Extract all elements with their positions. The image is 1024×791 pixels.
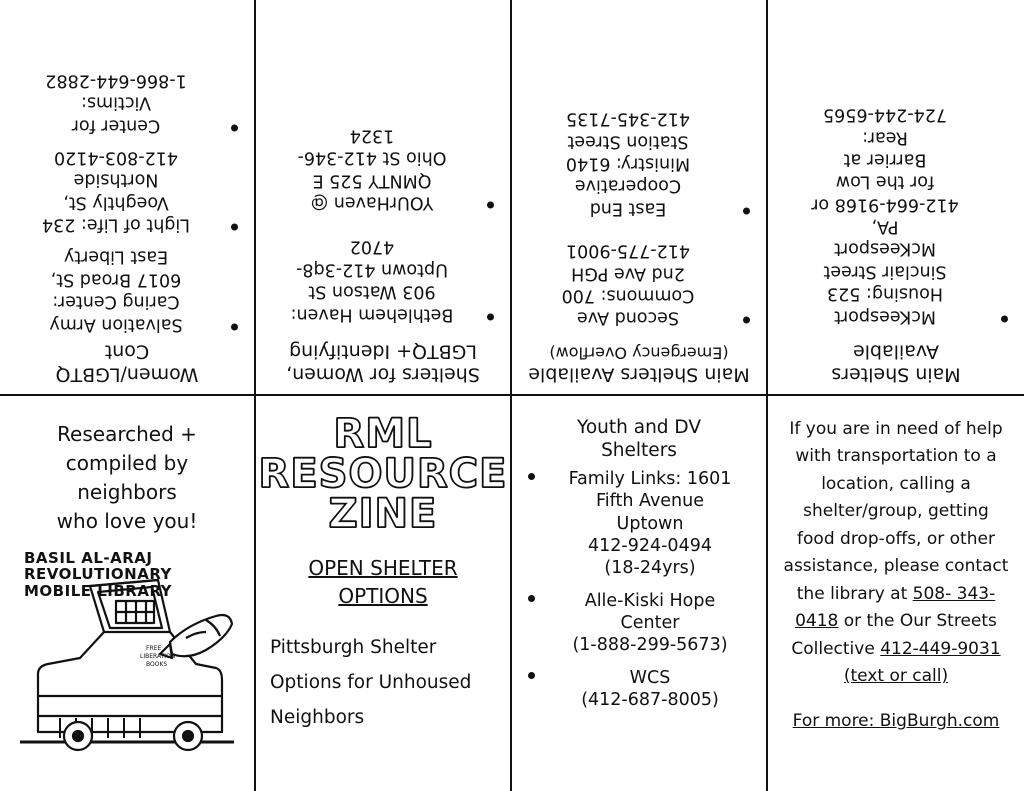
panel-help-contact — [768, 396, 1024, 791]
page-title: RML RESOURCE ZINE — [258, 410, 508, 537]
panel-women-lgbtq-cont — [0, 0, 256, 396]
panel-mckeesport-heading: Main Shelters Available — [831, 340, 961, 386]
bullet-icon — [231, 323, 238, 330]
cover-subtitle-1: OPEN SHELTER — [308, 555, 458, 580]
bullet-icon — [487, 313, 494, 320]
youth-heading: Youth and DV Shelters — [576, 416, 701, 461]
revolutionary-mobile-library-drawing — [20, 546, 234, 776]
cover-subtitle-2: OPTIONS — [338, 583, 428, 608]
bullet-icon — [1001, 315, 1008, 322]
panel-main-shelters-emergency — [512, 0, 768, 396]
panel-shelters-women-heading: Shelters for Women, LGBTQ+ Identifying — [286, 340, 480, 386]
bullet-icon — [231, 124, 238, 131]
list-item: Salvation Army Caring Center: 6017 Broad St, East Liberty — [14, 246, 240, 336]
list-item: Alle-Kiski Hope Center (1-888-299-5673) — [526, 590, 752, 657]
list-item: East End Cooperative Ministry: 6140 Station Street 412-345-7135 — [526, 107, 752, 219]
panel-credits — [0, 396, 256, 791]
panel-main-shelters-mckeesport — [768, 0, 1024, 396]
bigburgh-link[interactable]: For more: BigBurgh.com — [792, 710, 1000, 731]
list-item: YOUrHaven @ QMNTY 525 E Ohio St 412-346- 1324 — [270, 124, 496, 214]
main-shelters-list — [526, 107, 752, 329]
shelters-women-list — [270, 124, 496, 325]
women-shelter-list — [14, 69, 240, 335]
svg-text:FREE: FREE — [146, 644, 162, 652]
panel-shelters-women-lgbtq — [256, 0, 512, 396]
list-item: Bethlehem Haven: 903 Watson St Uptown 412-3q8- 4702 — [270, 236, 496, 326]
list-item: Center for Victims: 1-866-644-2882 — [14, 69, 240, 136]
cover-body: Pittsburgh Shelter Options for Unhoused Neighbors — [270, 636, 472, 728]
bullet-icon — [528, 672, 535, 679]
bullet-icon — [231, 224, 238, 231]
panel-women-heading: Women/LGBTQ Cont — [55, 340, 199, 386]
help-paragraph — [782, 416, 1010, 691]
list-item: Second Ave Commons: 700 2nd Ave PGH 412-775-9001 — [526, 239, 752, 329]
bullet-icon — [743, 207, 750, 214]
panel-youth-dv-shelters — [512, 396, 768, 791]
collective-phone[interactable]: 412-449-9031 (text or call) — [843, 638, 1001, 687]
panel-main-shelters-heading: Main Shelters Available (Emergency Overflow) — [528, 343, 750, 386]
panel-cover — [256, 396, 512, 791]
list-item: Family Links: 1601 Fifth Avenue Uptown 412-924-0494 (18-24yrs) — [526, 468, 752, 580]
art-caption: BASIL AL-ARAJ REVOLUTIONARY MOBILE LIBRARY — [24, 548, 173, 601]
list-item: McKeesport Housing: 523 Sinclair Street McKeesport PA, 412-664-9168 or for the Low Barrier at Rear: 724-244-6565 — [782, 103, 1010, 327]
help-text-middle: or the Our Streets Collective — [791, 611, 997, 659]
youth-shelter-list — [526, 468, 752, 712]
list-item: WCS (412-687-8005) — [526, 667, 752, 712]
more-info-link-wrap — [782, 708, 1010, 736]
bullet-icon — [528, 595, 535, 602]
svg-text:LIBERATION: LIBERATION — [140, 652, 176, 660]
mckeesport-shelter-list — [782, 103, 1010, 327]
help-text-before: If you are in need of help with transportation to a location, calling a shelter/group, getting food drop-offs, or other assistance, please contact the library at — [783, 418, 1009, 604]
list-item: Light of Life: 234 Voeghtly St, Northside 412-803-4120 — [14, 146, 240, 236]
bullet-icon — [528, 473, 535, 480]
credits-text: Researched + compiled by neighbors who love you! — [56, 421, 198, 533]
bullet-icon — [487, 202, 494, 209]
svg-text:BOOKS: BOOKS — [146, 660, 168, 668]
bullet-icon — [743, 317, 750, 324]
library-phone[interactable]: 508- 343-0418 — [795, 583, 996, 632]
